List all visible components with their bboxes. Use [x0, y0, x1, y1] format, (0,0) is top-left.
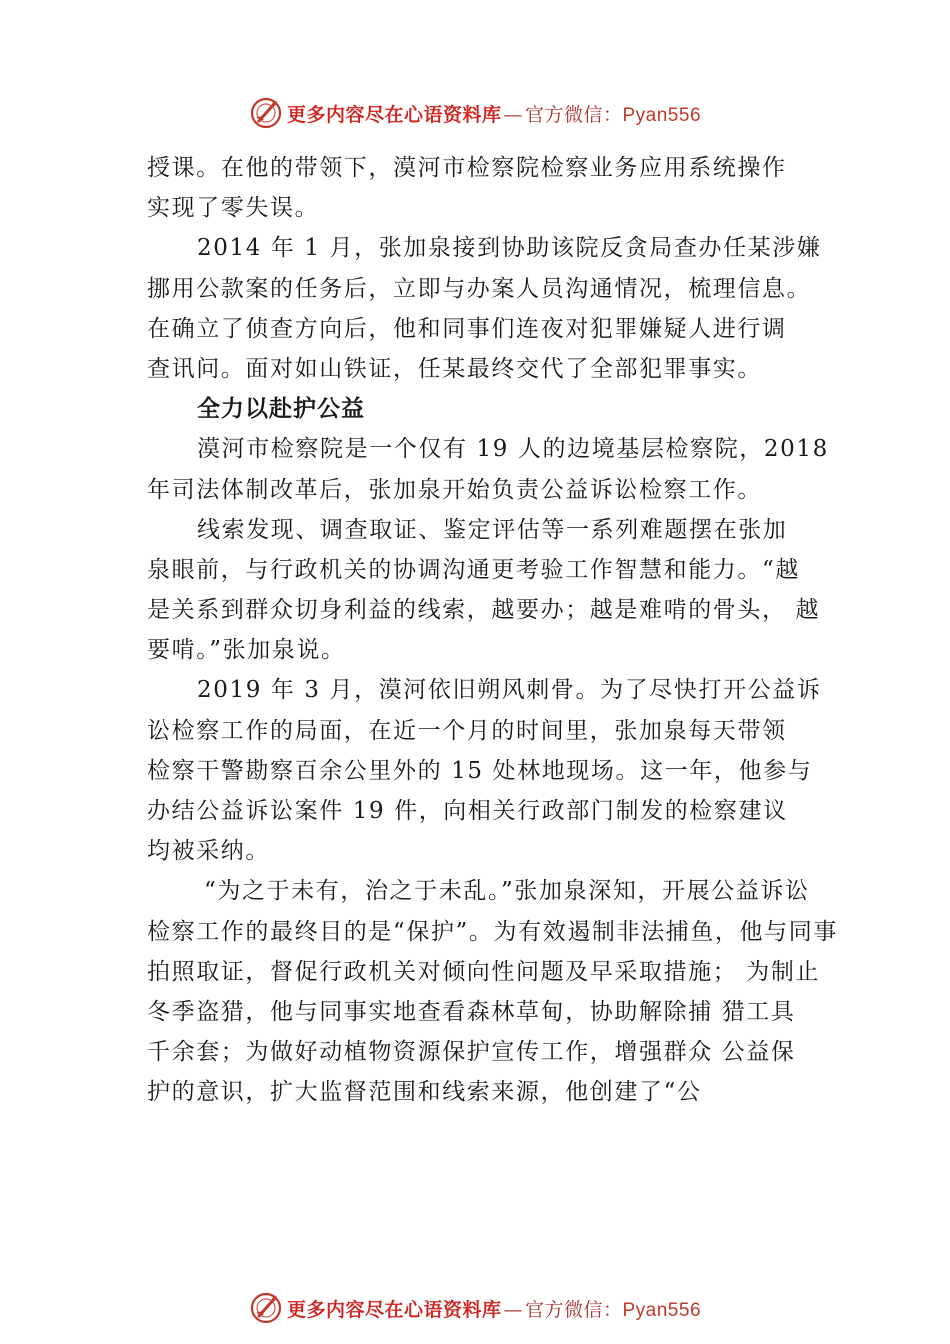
text-line: 2014 年 1 月，张加泉接到协助该院反贪局查办任某涉嫌 — [197, 235, 822, 262]
text-line: “为之于未有，治之于未乱。”张加泉深知，开展公益诉讼 — [204, 878, 810, 905]
watermark-wechat-id: Pyan556 — [622, 1299, 702, 1321]
watermark-separator: — — [503, 1298, 523, 1321]
watermark-label: 官方微信： — [524, 1298, 623, 1321]
watermark-label: 官方微信： — [524, 103, 623, 126]
document-body — [147, 148, 837, 1113]
header-watermark — [0, 93, 950, 133]
text-line: 拍照取证，督促行政机关对倾向性问题及早采取措施； 为制止 — [147, 958, 821, 985]
footer-watermark — [0, 1288, 950, 1328]
text-line: 2019 年 3 月，漠河依旧朔风刺骨。为了尽快打开公益诉 — [197, 677, 822, 704]
text-line: 是关系到群众切身利益的线索，越要办；越是难啃的骨头， 越 — [147, 597, 821, 624]
text-line: 检察干警勘察百余公里外的 15 处林地现场。这一年，他参与 — [147, 757, 813, 784]
watermark-brand: 更多内容尽在心语资料库 — [286, 103, 502, 126]
logo-icon — [249, 96, 283, 130]
logo-icon — [249, 1291, 283, 1325]
text-line: 冬季盗猎，他与同事实地查看森林草甸，协助解除捕 猎工具 — [147, 998, 796, 1025]
text-line: 挪用公款案的任务后，立即与办案人员沟通情况，梳理信息。 — [147, 275, 812, 302]
text-line: 漠河市检察院是一个仅有 19 人的边境基层检察院，2018 — [197, 436, 829, 463]
watermark-separator: — — [503, 103, 523, 126]
section-heading: 全力以赴护公益 — [197, 396, 365, 423]
text-line: 护的意识，扩大监督范围和线索来源，他创建了“公 — [147, 1079, 702, 1106]
text-line: 泉眼前，与行政机关的协调沟通更考验工作智慧和能力。“越 — [147, 556, 800, 583]
text-line: 办结公益诉讼案件 19 件，向相关行政部门制发的检察建议 — [147, 798, 788, 824]
watermark-brand: 更多内容尽在心语资料库 — [286, 1298, 502, 1321]
text-line: 均被采纳。 — [147, 838, 270, 865]
text-line: 授课。在他的带领下，漠河市检察院检察业务应用系统操作 — [147, 155, 787, 181]
watermark-wechat-id: Pyan556 — [622, 104, 702, 126]
text-line: 实现了零失误。 — [147, 195, 320, 222]
text-line: 要啃。”张加泉说。 — [147, 637, 346, 664]
text-line: 查讯问。面对如山铁证，任某最终交代了全部犯罪事实。 — [147, 355, 762, 382]
text-line: 讼检察工作的局面，在近一个月的时间里，张加泉每天带领 — [147, 717, 787, 744]
text-line: 线索发现、调查取证、鉴定评估等一系列难题摆在张加 — [197, 516, 788, 543]
text-line: 检察工作的最终目的是“保护”。为有效遏制非法捕鱼，他与同事 — [147, 918, 838, 945]
text-line: 千余套；为做好动植物资源保护宣传工作，增强群众 公益保 — [147, 1039, 796, 1066]
text-line: 年司法体制改革后，张加泉开始负责公益诉讼检察工作。 — [147, 476, 762, 503]
text-line: 在确立了侦查方向后，他和同事们连夜对犯罪嫌疑人进行调 — [147, 315, 787, 342]
